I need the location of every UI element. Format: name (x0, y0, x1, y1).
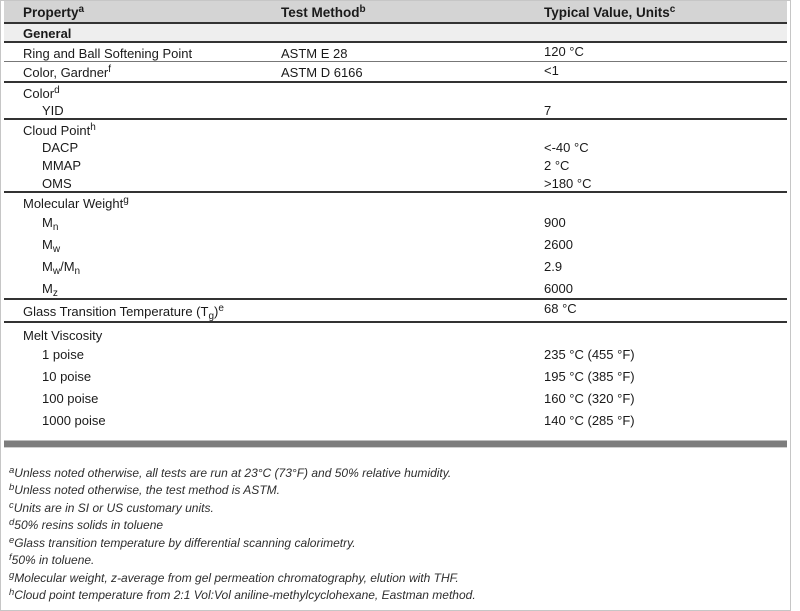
property-label: Glass Transition Temperature (T (23, 303, 209, 319)
footnote-text: Molecular weight, z-average from gel permeation chromatography, elution with THF. (14, 570, 459, 585)
footnote-marker: b (9, 482, 15, 493)
footnote-marker: e (9, 534, 15, 546)
header-test-method-label: Test Method (281, 5, 360, 20)
row-glass-transition-temperature (4, 299, 787, 322)
section-row-general (4, 23, 787, 42)
property-label: M (42, 258, 53, 274)
test-method-cell (262, 174, 525, 192)
row-mz (4, 277, 787, 299)
test-method-cell (262, 233, 525, 255)
property-cell: 1000 poise (42, 412, 106, 428)
property-cell: Melt Viscosity (23, 327, 103, 343)
value-cell (525, 192, 787, 211)
subscript-n: n (52, 221, 59, 233)
group-row-color (4, 82, 787, 101)
footnote-b (9, 482, 787, 500)
property-label: ) (214, 303, 219, 319)
value-cell: 7 (525, 101, 787, 119)
row-100-poise (4, 387, 787, 409)
test-method-cell (262, 365, 525, 387)
footnote-a (9, 465, 787, 483)
footnote-ref-e: e (218, 302, 224, 314)
value-cell (525, 322, 787, 343)
footnote-marker: h (9, 587, 15, 598)
value-cell (525, 82, 787, 101)
property-cell: Ring and Ball Softening Point (4, 42, 262, 62)
property-cell (4, 211, 262, 233)
test-method-cell: ASTM E 28 (262, 42, 525, 62)
footnote-h (9, 587, 787, 605)
row-1000-poise (4, 409, 787, 433)
value-cell: 2600 (544, 236, 573, 252)
footnote-text: Unless noted otherwise, the test method is ASTM. (14, 483, 280, 497)
row-mmap (4, 156, 787, 174)
footnote-text: Unless noted otherwise, all tests are run at 23°C (73°F) and 50% relative humidity. (14, 465, 452, 480)
test-method-cell (262, 409, 525, 433)
subscript-z: z (52, 287, 58, 299)
property-cell (4, 62, 262, 82)
value-cell: 68 °C (525, 299, 787, 322)
test-method-cell (262, 192, 525, 211)
property-cell: DACP (42, 139, 79, 155)
property-cell: 10 poise (42, 368, 92, 384)
value-cell: 235 °C (455 °F) (544, 346, 635, 362)
value-cell: >180 °C (525, 174, 787, 192)
property-label: M (42, 214, 53, 230)
header-property-label: Property (23, 5, 79, 20)
test-method-cell (262, 255, 525, 277)
property-label: M (42, 236, 53, 252)
property-cell (4, 82, 262, 101)
subscript-n: n (74, 265, 81, 277)
property-label: Molecular Weight (23, 195, 124, 211)
properties-table (4, 1, 787, 433)
footnote-ref-c: c (669, 4, 676, 15)
test-method-cell (262, 343, 525, 365)
test-method-cell (262, 82, 525, 101)
header-test-method (262, 1, 525, 23)
value-cell: <-40 °C (544, 139, 589, 155)
group-row-cloud-point (4, 119, 787, 138)
property-cell (4, 119, 262, 138)
row-dacp (4, 138, 787, 156)
test-method-cell: ASTM D 6166 (262, 62, 525, 82)
footnote-text: Glass transition temperature by differential scanning calorimetry. (14, 535, 356, 550)
test-method-cell (262, 322, 525, 343)
footnote-ref-d: d (54, 84, 60, 96)
group-row-melt-viscosity (4, 322, 787, 343)
test-method-cell (262, 138, 525, 156)
footnote-ref-f: f (108, 64, 112, 75)
value-cell: 140 °C (285 °F) (544, 412, 635, 428)
footnotes-block (4, 448, 787, 605)
value-cell: 160 °C (320 °F) (544, 390, 635, 406)
footnote-ref-a: a (78, 4, 85, 15)
row-ring-and-ball-softening-point (4, 42, 787, 62)
value-cell: 195 °C (385 °F) (544, 368, 635, 384)
section-label-general: General (4, 23, 787, 42)
footnote-text: Cloud point temperature from 2:1 Vol:Vol aniline-methylcyclohexane, Eastman method. (14, 588, 476, 602)
footnote-marker: f (9, 552, 12, 563)
footnote-ref-g: g (123, 194, 129, 206)
header-property (4, 1, 262, 23)
property-cell: 1 poise (42, 346, 84, 362)
property-cell: 100 poise (42, 390, 99, 406)
footnote-text: Units are in SI or US customary units. (13, 500, 214, 515)
test-method-cell (262, 387, 525, 409)
property-label: Color, Gardner (23, 65, 109, 80)
header-typical-value (525, 1, 787, 23)
footnote-e (9, 535, 787, 553)
row-1-poise (4, 343, 787, 365)
property-label: Cloud Point (23, 122, 91, 138)
footnote-marker: g (9, 569, 15, 581)
footnote-ref-b: b (359, 4, 366, 15)
row-yid (4, 101, 787, 119)
property-label: /M (60, 258, 75, 274)
footnote-g (9, 570, 787, 588)
test-method-cell (262, 119, 525, 138)
test-method-cell (262, 156, 525, 174)
footnote-marker: d (9, 517, 15, 528)
property-cell (4, 299, 262, 322)
property-cell (4, 233, 262, 255)
footnote-c (9, 500, 787, 518)
row-mw (4, 233, 787, 255)
footnote-ref-h: h (90, 121, 96, 133)
test-method-cell (262, 299, 525, 322)
subscript-w: w (52, 265, 61, 277)
property-label: Color (23, 85, 55, 101)
footnote-text: 50% in toluene. (11, 553, 95, 567)
property-cell: MMAP (42, 157, 81, 173)
property-cell: OMS (4, 174, 262, 192)
value-cell: 900 (544, 214, 566, 230)
property-cell: YID (4, 101, 262, 119)
subscript-w: w (52, 243, 61, 255)
property-cell (4, 277, 262, 299)
section-divider-bar (4, 440, 787, 448)
table-header-row (4, 1, 787, 23)
value-cell (525, 119, 787, 138)
subscript-g: g (208, 310, 215, 322)
row-oms (4, 174, 787, 192)
row-10-poise (4, 365, 787, 387)
header-typical-value-label: Typical Value, Units (544, 5, 670, 20)
test-method-cell (262, 101, 525, 119)
value-cell: <1 (525, 62, 787, 82)
property-cell (4, 255, 262, 277)
footnote-marker: a (9, 464, 15, 476)
property-cell (4, 192, 262, 211)
test-method-cell (262, 211, 525, 233)
footnote-marker: c (9, 499, 14, 511)
row-mn (4, 211, 787, 233)
row-mw-mn-ratio (4, 255, 787, 277)
footnote-text: 50% resins solids in toluene (14, 518, 164, 532)
row-color-gardner (4, 62, 787, 82)
value-cell: 6000 (525, 277, 787, 299)
footnote-d (9, 517, 787, 535)
test-method-cell (262, 277, 525, 299)
group-row-molecular-weight (4, 192, 787, 211)
value-cell: 120 °C (525, 42, 787, 62)
value-cell: 2.9 (544, 258, 563, 274)
value-cell: 2 °C (544, 157, 570, 173)
footnote-f (9, 552, 787, 570)
property-label: M (42, 280, 53, 296)
